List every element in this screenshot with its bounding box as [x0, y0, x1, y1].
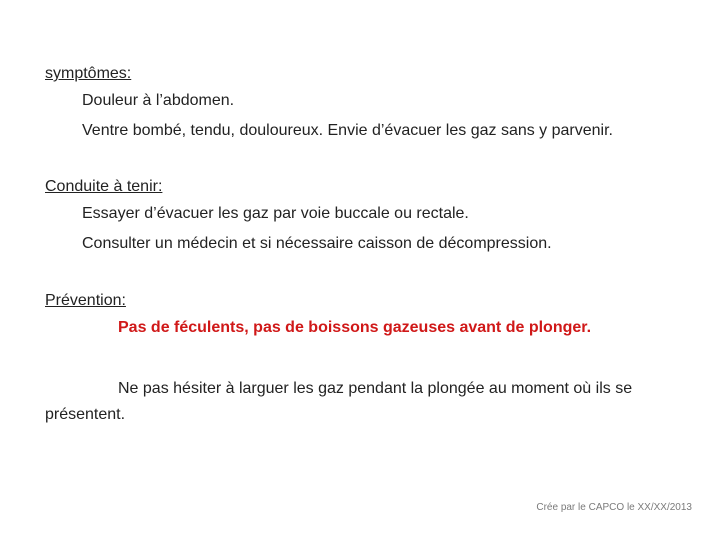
- conduct-heading: Conduite à tenir:: [45, 178, 163, 195]
- conduct-line: Essayer d’évacuer les gaz par voie buccale ou rectale.: [82, 205, 469, 222]
- symptom-line: Ventre bombé, tendu, douloureux. Envie d’évacuer les gaz sans y parvenir.: [82, 122, 613, 139]
- conduct-section: [45, 175, 695, 259]
- prevention-heading: Prévention:: [45, 292, 126, 309]
- symptom-line: Douleur à l’abdomen.: [82, 92, 235, 109]
- prevention-paragraph: Ne pas hésiter à larguer les gaz pendant la plongée au moment où ils se présentent.: [45, 380, 633, 423]
- prevention-section: [45, 289, 695, 343]
- symptoms-heading: symptômes:: [45, 65, 132, 82]
- footer-credit: Crée par le CAPCO le XX/XX/2013: [536, 502, 692, 513]
- prevention-highlight: Pas de féculents, pas de boissons gazeuses avant de plonger.: [118, 319, 592, 336]
- conduct-line: Consulter un médecin et si nécessaire caisson de décompression.: [82, 235, 552, 252]
- symptoms-section: [45, 62, 695, 146]
